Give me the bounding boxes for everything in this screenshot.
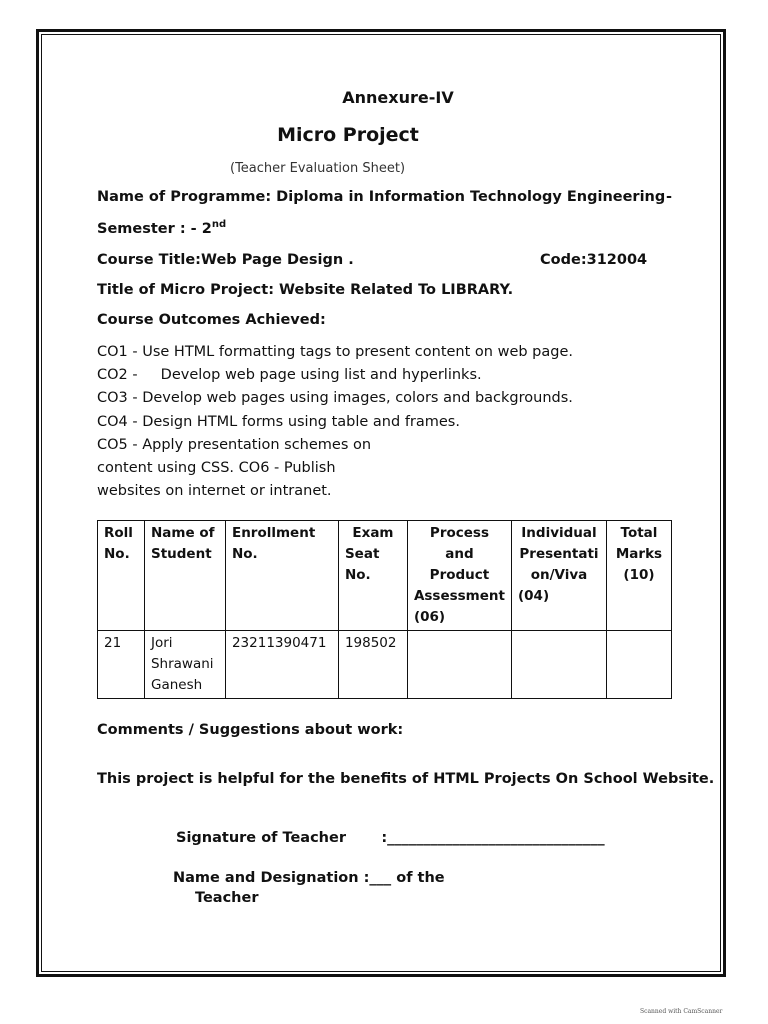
semester-field	[97, 219, 226, 237]
micro-project-title-field: Title of Micro Project: Website Related To LIBRARY.	[97, 282, 514, 298]
cell-roll-no: 21	[98, 631, 145, 699]
header-individual-presentation: Individual Presentati on/Viva (04)	[511, 521, 606, 631]
cell-student-name: Jori Shrawani Ganesh	[144, 631, 225, 699]
teacher-signature-line: Signature of Teacher :______________________________	[176, 830, 605, 846]
semester-label: Semester : - 2	[97, 220, 212, 237]
cell-individual-presentation	[511, 631, 606, 699]
course-outcomes-list	[97, 341, 573, 503]
programme-field: Name of Programme: Diploma in Information Technology Engineering	[97, 189, 666, 205]
course-outcome-line: CO4 - Design HTML forms using table and frames.	[97, 413, 460, 430]
annexure-heading: Annexure-IV	[342, 88, 454, 107]
name-designation-line: Name and Designation :___ of the	[173, 870, 445, 886]
semester-suffix: nd	[211, 219, 227, 230]
programme-dash: -	[666, 189, 673, 205]
document-subtitle: (Teacher Evaluation Sheet)	[230, 161, 406, 176]
course-outcome-line: websites on internet or intranet.	[97, 483, 332, 500]
header-total-marks: Total Marks (10)	[606, 521, 671, 631]
header-process-product-assessment: Process and Product Assessment (06)	[407, 521, 511, 631]
cell-process-assessment	[407, 631, 511, 699]
table-row	[98, 631, 672, 699]
name-designation-teacher: Teacher	[195, 890, 259, 906]
course-outcome-line: CO3 - Develop web pages using images, colors and backgrounds.	[97, 390, 573, 407]
header-exam-seat-no: Exam Seat No.	[338, 521, 407, 631]
scanner-watermark: Scanned with CamScanner	[640, 1008, 723, 1015]
document-title: Micro Project	[277, 124, 419, 146]
table-header-row	[98, 521, 672, 631]
header-enrollment-no: Enrollment No.	[225, 521, 338, 631]
evaluation-table	[97, 520, 672, 699]
cell-enrollment-no: 23211390471	[225, 631, 338, 699]
course-outcome-line: CO2 - Develop web page using list and hyperlinks.	[97, 367, 482, 384]
course-outcome-line: CO5 - Apply presentation schemes on	[97, 436, 372, 453]
cell-exam-seat-no: 198502	[338, 631, 407, 699]
comments-text: This project is helpful for the benefits of HTML Projects On School Website.	[97, 771, 715, 787]
comments-heading: Comments / Suggestions about work:	[97, 722, 404, 738]
course-code-field: Code:312004	[540, 252, 648, 268]
course-title-field: Course Title:Web Page Design .	[97, 252, 354, 268]
cell-total-marks	[606, 631, 671, 699]
header-student-name: Name of Student	[144, 521, 225, 631]
course-outcome-line: CO1 - Use HTML formatting tags to present content on web page.	[97, 344, 574, 360]
course-outcome-line: content using CSS. CO6 - Publish	[97, 460, 336, 477]
header-roll-no: Roll No.	[98, 521, 145, 631]
course-outcomes-heading: Course Outcomes Achieved:	[97, 312, 326, 328]
